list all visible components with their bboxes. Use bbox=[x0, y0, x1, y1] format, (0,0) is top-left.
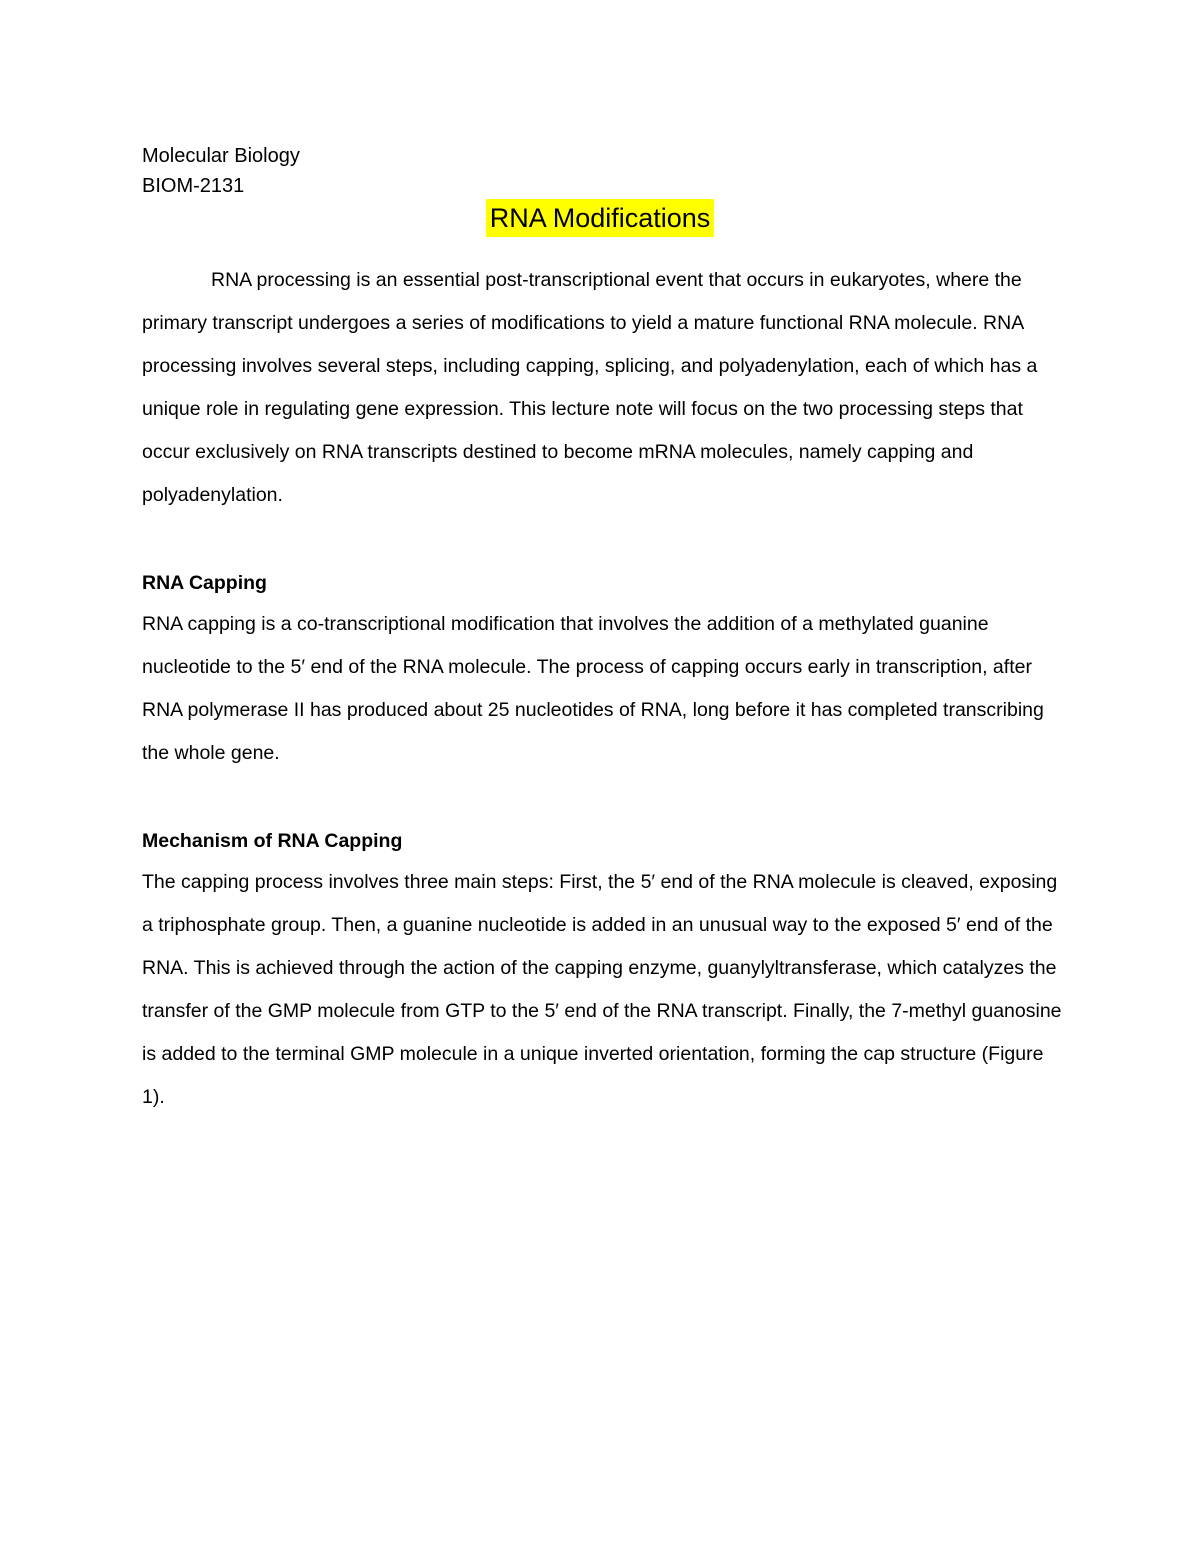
section-heading-mechanism: Mechanism of RNA Capping bbox=[142, 830, 403, 852]
course-name: Molecular Biology bbox=[142, 145, 300, 167]
title-container bbox=[0, 199, 1200, 237]
section-heading-rna-capping: RNA Capping bbox=[142, 572, 267, 594]
intro-paragraph: RNA processing is an essential post-transcriptional event that occurs in eukaryotes, where the primary transcript undergoes a series of modifications to yield a mature functional RNA molecule. RNA processing involves several steps, including capping, splicing, and polyadenylation, each of which has a unique role in regulating gene expression. This lecture note will focus on the two processing steps that occur exclusively on RNA transcripts destined to become mRNA molecules, namely capping and polyadenylation. bbox=[142, 269, 1038, 506]
course-code: BIOM-2131 bbox=[142, 175, 245, 197]
document-title: RNA Modifications bbox=[486, 199, 715, 237]
section-paragraph-rna-capping: RNA capping is a co-transcriptional modification that involves the addition of a methylated guanine nucleotide to the 5′ end of the RNA molecule. The process of capping occurs early in transcription, after RNA polymerase II has produced about 25 nucleotides of RNA, long before it has completed transcribing the whole gene. bbox=[142, 613, 1044, 764]
section-paragraph-mechanism: The capping process involves three main steps: First, the 5′ end of the RNA molecule is cleaved, exposing a triphosphate group. Then, a guanine nucleotide is added in an unusual way to the exposed 5′ end of the RNA. This is achieved through the action of the capping enzyme, guanylyltransferase, which catalyzes the transfer of the GMP molecule from GTP to the 5′ end of the RNA transcript. Finally, the 7-methyl guanosine is added to the terminal GMP molecule in a unique inverted orientation, forming the cap structure (Figure 1). bbox=[142, 871, 1062, 1108]
